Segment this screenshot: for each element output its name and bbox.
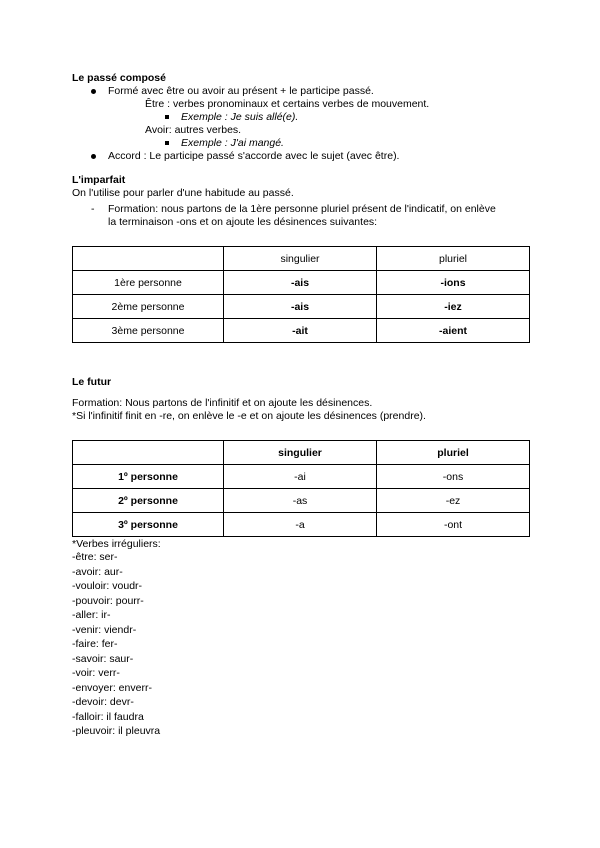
table-cell-empty [73, 441, 224, 465]
list-item: -avoir: aur- [72, 565, 123, 578]
passe-bullet-1: Formé avec être ou avoir au présent + le participe passé. [108, 85, 374, 97]
list-item: -faire: fer- [72, 638, 118, 650]
passe-etre-line: Être : verbes pronominaux et certains verbes de mouvement. [145, 98, 430, 110]
table-cell-singulier: -ais [224, 271, 377, 295]
table-header-singulier: singulier [224, 441, 377, 465]
bullet-icon [91, 154, 96, 159]
square-bullet-icon [165, 115, 169, 119]
table-cell-singulier: -a [224, 513, 377, 537]
table-row [73, 271, 530, 295]
table-row [73, 319, 530, 343]
passe-bullet-2: Accord : Le participe passé s'accorde avec le sujet (avec être). [108, 150, 400, 162]
table-cell-pluriel: -ez [377, 489, 530, 513]
table-header-pluriel: pluriel [377, 441, 530, 465]
table-header-row [73, 247, 530, 271]
table-row [73, 295, 530, 319]
table-cell-pluriel: -aient [377, 319, 530, 343]
table-row [73, 489, 530, 513]
table-cell-singulier: -ai [224, 465, 377, 489]
table-cell-pluriel: -iez [377, 295, 530, 319]
passe-example-1: Exemple : Je suis allé(e). [181, 111, 299, 123]
bullet-icon [91, 89, 96, 94]
table-cell-empty [73, 247, 224, 271]
imparfait-formation-1: Formation: nous partons de la 1ère personne pluriel présent de l'indicatif, on enlève [108, 203, 496, 215]
table-header-singulier: singulier [224, 247, 377, 271]
imparfait-formation-2: la terminaison -ons et on ajoute les désinences suivantes: [108, 216, 378, 228]
imparfait-table [72, 246, 530, 343]
list-item: -aller: ir- [72, 609, 111, 621]
futur-heading: Le futur [72, 376, 112, 388]
futur-note: *Si l'infinitif finit en -re, on enlève le -e et on ajoute les désinences (prendre). [72, 410, 426, 422]
table-cell-person: 2ème personne [73, 295, 224, 319]
list-item: -savoir: saur- [72, 652, 134, 665]
table-cell-singulier: -ais [224, 295, 377, 319]
table-header-row [73, 441, 530, 465]
table-cell-person: 2º personne [73, 489, 224, 513]
futur-table [72, 440, 530, 537]
table-cell-pluriel: -ons [377, 465, 530, 489]
table-cell-singulier: -as [224, 489, 377, 513]
table-cell-person: 3ème personne [73, 319, 224, 343]
list-item: -pouvoir: pourr- [72, 594, 144, 607]
list-item: -être: ser- [72, 551, 118, 563]
table-row [73, 465, 530, 489]
list-item: -devoir: devr- [72, 696, 134, 708]
table-cell-person: 3º personne [73, 513, 224, 537]
passe-example-2: Exemple : J'ai mangé. [181, 137, 284, 149]
passe-avoir-line: Avoir: autres verbes. [145, 124, 242, 136]
irregular-verbs-title: *Verbes irréguliers: [72, 538, 161, 550]
table-cell-pluriel: -ont [377, 513, 530, 537]
list-item: -pleuvoir: il pleuvra [72, 725, 161, 737]
table-cell-pluriel: -ions [377, 271, 530, 295]
table-cell-singulier: -ait [224, 319, 377, 343]
list-item: -voir: verr- [72, 667, 120, 679]
imparfait-intro: On l'utilise pour parler d'une habitude au passé. [72, 187, 294, 199]
passe-compose-heading: Le passé composé [72, 72, 166, 84]
list-item: -envoyer: enverr- [72, 681, 152, 694]
list-item: -falloir: il faudra [72, 710, 144, 723]
table-header-pluriel: pluriel [377, 247, 530, 271]
square-bullet-icon [165, 141, 169, 145]
dash-bullet: - [91, 203, 95, 215]
list-item: -vouloir: voudr- [72, 580, 143, 592]
list-item: -venir: viendr- [72, 623, 137, 636]
table-cell-person: 1ère personne [73, 271, 224, 295]
table-row [73, 513, 530, 537]
table-cell-person: 1º personne [73, 465, 224, 489]
imparfait-heading: L'imparfait [72, 174, 126, 186]
futur-formation: Formation: Nous partons de l'infinitif et on ajoute les désinences. [72, 397, 373, 409]
